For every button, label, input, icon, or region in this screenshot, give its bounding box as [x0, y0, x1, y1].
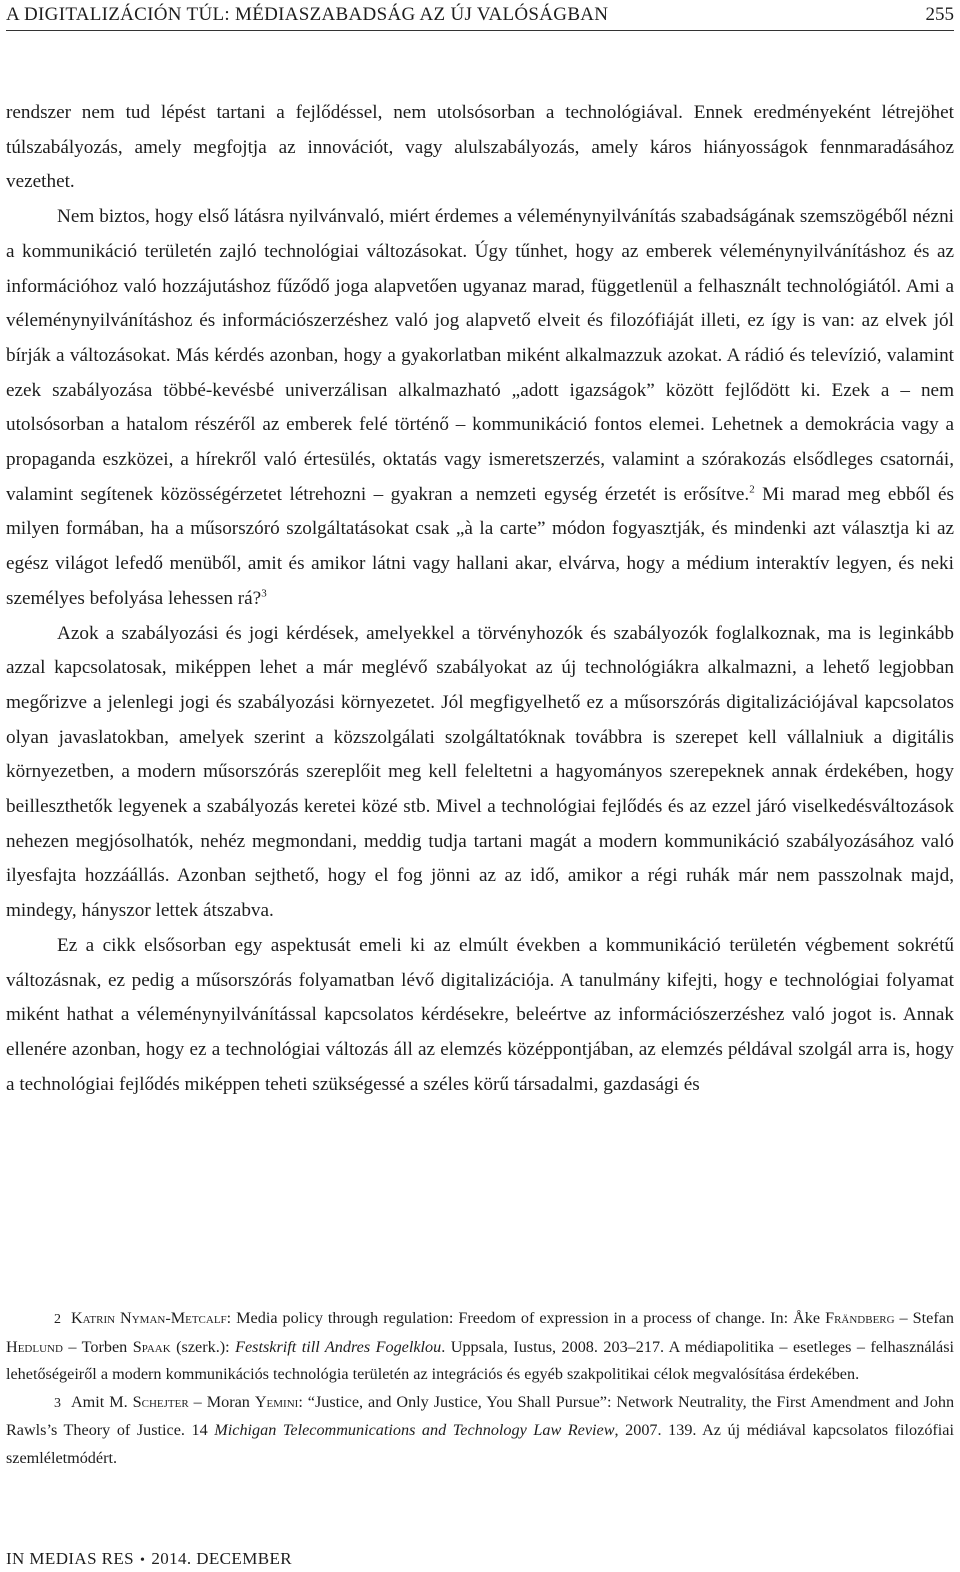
- footnote-ref-3[interactable]: 3: [261, 587, 267, 600]
- footnote-author: Katrin Nyman-Metcalf: [70, 1309, 227, 1327]
- footnote-ref-2[interactable]: 2: [749, 483, 755, 496]
- footnote-text: – Torben: [62, 1337, 133, 1356]
- footnote-editor: Hedlund: [6, 1337, 63, 1356]
- footer-date: 2014. DECEMBER: [151, 1549, 292, 1568]
- footnote-journal-title: Michigan Telecommunications and Technology Law Review: [214, 1421, 615, 1439]
- footnote-text: – Moran: [188, 1392, 255, 1411]
- footnote-editor: Spaak: [132, 1337, 171, 1356]
- paragraph-2-part-1: Nem biztos, hogy első látásra nyilvánvaló, miért érdemes a véleménynyilvánítás szabadságának szemszögéből nézni a kommunikáció területén zajló technológiai változásokat. Úgy tűnhet, hogy az emberek véleménynyilvánításhoz és az információhoz való hozzájutáshoz fűződő joga alapvetően ugyanaz marad, függetlenül a felhasznált technológiától. Ami a véleménynyilvánításhoz és információszerzéshez való jog alapvető elveit és filozófiáját illeti, ez így is van: az elvek jól bírják a változásokat. Más kérdés azonban, hogy a gyakorlatban miként alkalmazzuk azokat. A rádió és televízió, valamint ezek szabályozása többé-kevésbé univerzálisan alkalmazható „adott igazságok” között fejlődött ki. Ezek a – nem utolsósorban a hatalom részéről az emberek felé történő – kommunikáció fontos elemei. Lehetnek a demokrácia vagy a propaganda eszközei, a hírekről való értesülés, oktatás vagy ismeretszerzés, valamint a szórakozás elsődleges csatornái, valamint segítenek közösségérzetet létrehozni – gyakran a nemzeti egység érzetét is erősítve.: [6, 206, 954, 505]
- body-text: [6, 96, 954, 1102]
- page-number: 255: [925, 4, 954, 25]
- footer-journal-name: IN MEDIAS RES: [6, 1549, 134, 1568]
- footer-separator: •: [140, 1553, 146, 1568]
- paragraph-2: [6, 200, 954, 616]
- paragraph-1: rendszer nem tud lépést tartani a fejlődéssel, nem utolsósorban a technológiával. Ennek eredményeként létrejöhet túlszabályozás, amely megfojtja az innovációt, vagy alulszabályozás, amely káros hiányosságok fennmaradásához vezethet.: [6, 102, 954, 193]
- footnote-text: Amit M.: [70, 1392, 133, 1411]
- paragraph-4: Ez a cikk elsősorban egy aspektusát emeli ki az elmúlt években a kommunikáció területén végbement sokrétű változásnak, ez pedig a műsorszórás folyamatban lévő digitalizációja. A tanulmány kifejti, hogy e technológiai folyamat miként hathat a véleménynyilvánítással kapcsolatos kérdésekre, beleértve az információszerzéshez való jogot is. Annak ellenére azonban, hogy ez a technológiai változás áll az elemzés középpontjában, az elemzés példával szolgál arra is, hogy a technológiai fejlődés miképpen teheti szükségessé a széles körű társadalmi, gazdasági és: [6, 934, 954, 1095]
- footnote-text: : “Justice, and Only Justice, You Shall Pursue”: Network Neutrality, the First Amendment and John Rawls’s Theory of Justice. 14: [6, 1392, 955, 1439]
- footnotes: [6, 1305, 954, 1472]
- footnote-editor: Frändberg: [825, 1309, 895, 1327]
- footnote-2: [6, 1305, 954, 1389]
- footnote-text: – Stefan: [894, 1309, 954, 1327]
- footnote-number: 3: [54, 1395, 61, 1411]
- footnote-book-title: Festskrift till Andres Fogelklou: [235, 1337, 442, 1356]
- paragraph-3: Azok a szabályozási és jogi kérdések, amelyekkel a törvényhozók és szabályozók foglalkoznak, ma is leginkább azzal kapcsolatosak, miképpen lehet a már meglévő szabályokat az új technológiákra alkalmazni, a lehető legjobban megőrizve a jelenlegi jogi és szabályozási környezetet. Jól megfigyelhető ez a műsorszórás digitalizációjával kapcsolatos olyan javaslatokban, amelyek szerint a közszolgálati szolgáltatóknak továbbra is szerepet kell vállalniuk a digitális környezetben, a modern műsorszórás szereplőit meg kell feleltetni a hagyományos szerepeknek annak érdekében, hogy beilleszthetők legyenek a szabályozás keretei közé stb. Mivel a technológiai fejlődés és az ezzel járó viselkedésváltozások nehezen megjósolhatók, nehéz megmondani, meddig tudja tartani magát a modern kommunikáció szabályozásához való ilyesfajta hozzáállás. Azonban sejthető, hogy el fog jönni az az idő, amikor a régi ruhák már nem passzolnak majd, mindegy, hányszor lettek átszabva.: [6, 622, 954, 922]
- footnote-text: , 2007. 139. Az új médiával kapcsolatos filozófiai szemléletmódért.: [6, 1421, 954, 1467]
- footnote-number: 2: [54, 1312, 61, 1327]
- running-footer: [6, 1549, 292, 1569]
- paragraph-2-part-2: Mi marad meg ebből és milyen formában, ha a műsorszóró szolgáltatásokat csak „à la carte” módon fogyasztják, és mindenki azt választja ki az egész világot lefedő menüből, amit és amikor látni vagy hallani akar, elvárva, hogy a médium interaktív legyen, és neki személyes befolyása lehessen rá?: [6, 483, 955, 609]
- footnote-text: (szerk.):: [170, 1337, 236, 1356]
- footnote-text: . Uppsala, Iustus, 2008. 203–217. A médiapolitika – esetleges – felhasználási lehetőségeiről a modern kommunikációs technológia területén az integrációs és egyéb szakpolitikai célok megvalósítása érdekében.: [6, 1337, 955, 1383]
- running-header: [6, 0, 954, 31]
- footnote-text: : Media policy through regulation: Freedom of expression in a process of change. In: Åke: [226, 1309, 826, 1327]
- footnote-author: Schejter: [132, 1392, 189, 1411]
- footnote-3: [6, 1389, 954, 1473]
- footnote-author: Yemini: [254, 1392, 299, 1411]
- running-title: A DIGITALIZÁCIÓN TÚL: MÉDIASZABADSÁG AZ ÚJ VALÓSÁGBAN: [6, 4, 609, 25]
